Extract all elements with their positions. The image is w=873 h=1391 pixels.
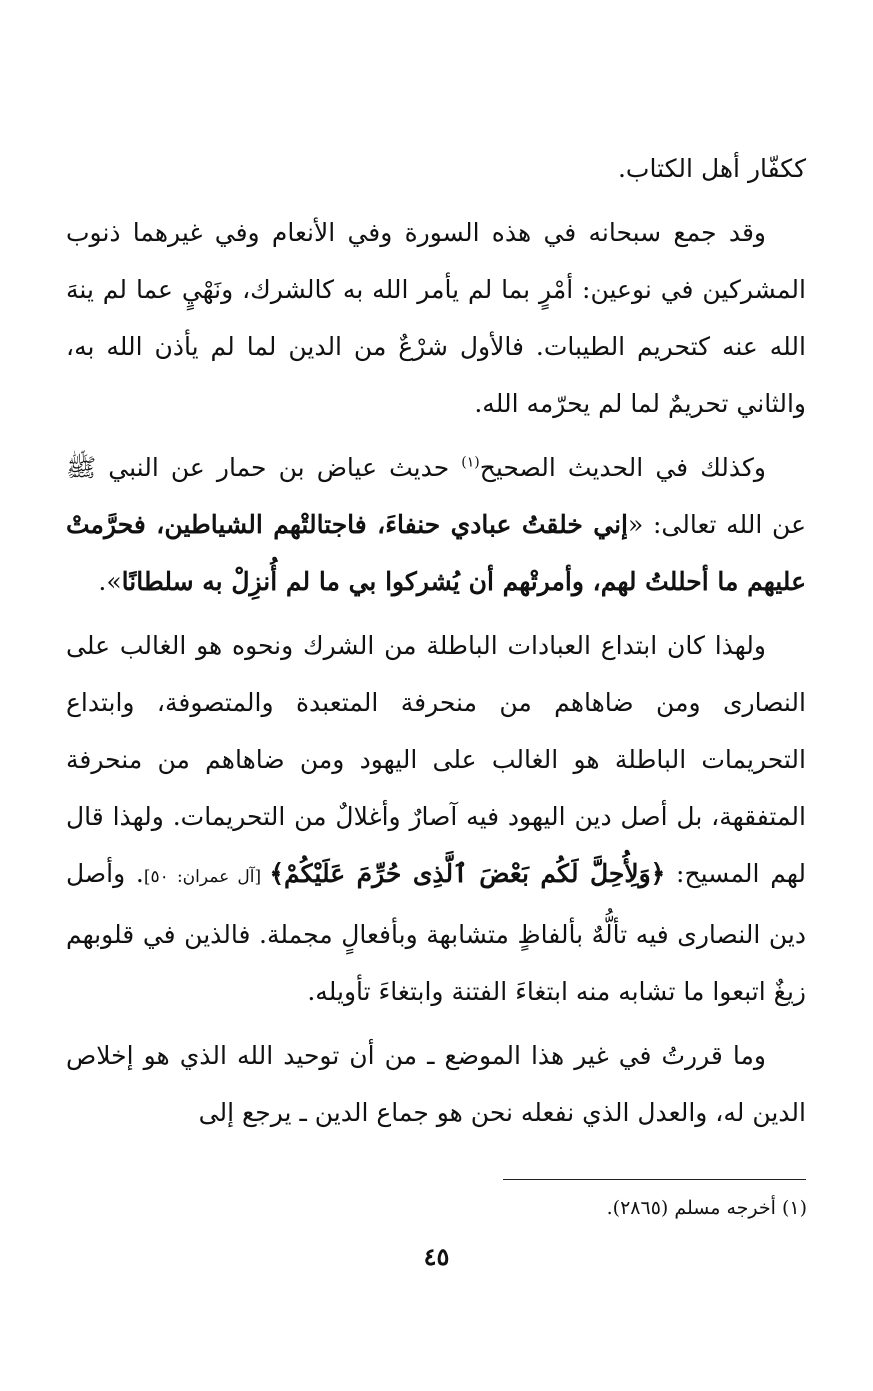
page-number: ٤٥ — [423, 1242, 450, 1271]
paragraph-3-mid: حديث عياض بن حمار عن النبي ﷺ عن الله تعالى: « — [66, 453, 806, 539]
paragraph-4-intro: ولهذا كان ابتداع العبادات الباطلة من الشرك ونحوه هو الغالب على النصارى ومن ضاهاهم من منحرفة المتعبدة والمتصوفة، وابتداع التحريمات الباطلة هو الغالب على اليهود ومن ضاهاهم من منحرفة المتفقهة، بل أصل دين اليهود فيه آصارٌ وأغلالٌ من التحريمات. ولهذا قال لهم المسيح: — [66, 631, 806, 888]
footnote-marker: (١) — [461, 454, 480, 471]
paragraph-5: وما قررتُ في غير هذا الموضع ـ من أن توحيد الله الذي هو إخلاص الدين له، والعدل الذي نفعله نحن هو جماع الدين ـ يرجع إلى — [66, 1041, 806, 1127]
paragraph-1: ككفّار أهل الكتاب. — [617, 154, 806, 183]
verse-reference: [آل عمران: ٥٠] — [143, 867, 270, 887]
footnote: (١) أخرجه مسلم (٢٨٦٥). — [606, 1197, 807, 1219]
paragraph-3 — [66, 439, 806, 610]
paragraph-4 — [66, 617, 806, 1020]
footnote-divider — [503, 1179, 806, 1180]
quran-verse: ﴿وَلِأُحِلَّ لَكُم بَعْضَ ٱلَّذِى حُرِّمَ عَلَيْكُمْ﴾ — [269, 859, 666, 888]
paragraph-2: وقد جمع سبحانه في هذه السورة وفي الأنعام وفي غيرهما ذنوب المشركين في نوعين: أمْرٍ بما لم يأمر الله به كالشرك، ونَهْيٍ عما لم ينهَ الله عنه كتحريم الطيبات. فالأول شرْعٌ من الدين لما لم يأذن الله به، والثاني تحريمٌ لما لم يحرّمه الله. — [66, 218, 806, 418]
main-text — [66, 140, 806, 1141]
paragraph-3-end: ». — [98, 567, 122, 596]
hadith-text: إني خلقتُ عبادي حنفاءَ، فاجتالتْهم الشياطين، فحرَّمتْ عليهم ما أحللتُ لهم، وأمرتْهم أن يُشركوا بي ما لم أُنزِلْ به سلطانًا — [66, 510, 806, 596]
paragraph-4-end: . وأصل دين النصارى فيه تألُّهٌ بألفاظٍ متشابهة وبأفعالٍ مجملة. فالذين في قلوبهم زيغٌ اتبعوا ما تشابه منه ابتغاءَ الفتنة وابتغاءَ تأويله. — [66, 859, 806, 1006]
paragraph-3-intro: وكذلك في الحديث الصحيح — [479, 453, 766, 482]
